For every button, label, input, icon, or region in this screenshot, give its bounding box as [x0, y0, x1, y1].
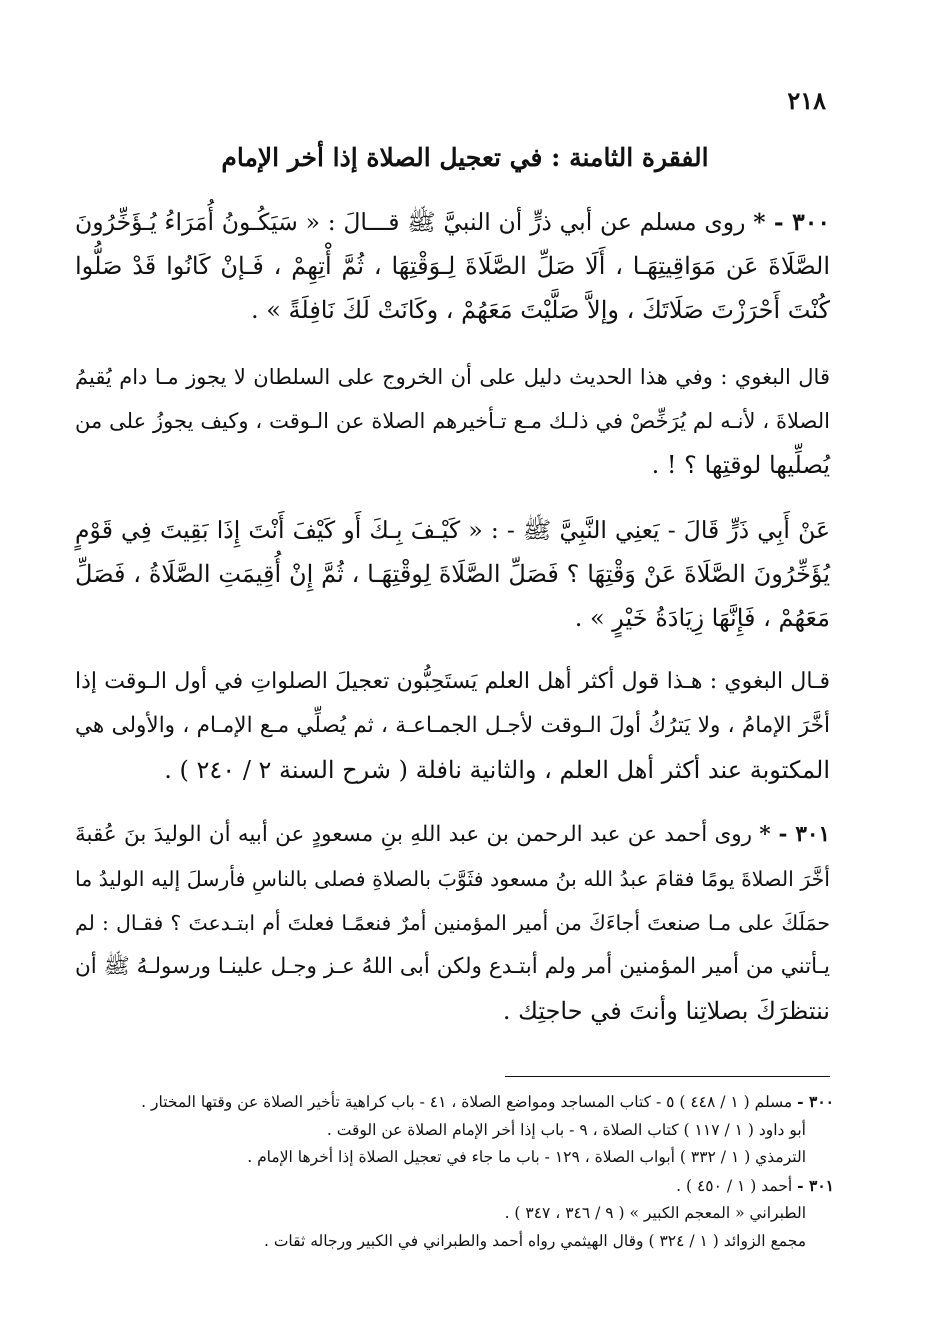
abu-dharr-hadith [75, 508, 830, 640]
footnote-300-tirmidhi: الترمذي ( ١ / ٣٣٢ ) أبواب الصلاة ، ١٢٩ - باب ما جاء في تعجيل الصلاة إذا أخرها الإمام . [247, 1148, 806, 1166]
hadith-300 [75, 200, 830, 332]
hadith-301-line-4: يـأتني من أمير المؤمنين أمر ولم أبتـدع ولكن أبى اللهُ عـز وجـل علينـا ورسولـهُ ﷺ أن [75, 954, 830, 979]
baghawi-2-line-2: أخَّرَ الإمامُ ، ولا يَترُكُ أولَ الـوقت لأجـل الجمـاعـة ، ثم يُصلِّي مـع الإمـام ، والأولى هي [75, 713, 830, 738]
hadith-301-number: ٣٠١ - * [759, 822, 831, 847]
hadith-300-line-3: كُنْتَ أَحْرَزْتَ صَلَاتَكَ ، وإلاَّ صَلَّيْتَ مَعَهُمْ ، وكَانَتْ لَكَ نَافِلَةً » . [250, 296, 830, 324]
footnote-300-muslim: ٣٠٠ - مسلم ( ١ / ٤٤٨ ) ٥ - كتاب المساجد ومواضع الصلاة ، ٤١ - باب كراهية تأخير الصلاة عن وقتها المختار . [141, 1092, 834, 1111]
hadith-301-line-5: ننتظرَكَ بصلاتِنا وأنتَ في حاجتِك . [502, 997, 830, 1025]
abu-dharr-line-2: يُؤَخِّرُونَ الصَّلَاةَ عَنْ وَقْتِهَا ؟ فَصَلِّ الصَّلَاةَ لِوقْتِهَـا ، ثُمَّ إِنْ أُقِيمَتِ الصَّلَاةُ ، فَصَلِّ [75, 560, 830, 588]
hadith-301 [75, 813, 830, 1033]
baghawi-commentary-1 [75, 355, 830, 487]
baghawi-1-line-3: يُصلِّيها لوقتِها ؟ ! . [651, 451, 830, 479]
hadith-300-number: ٣٠٠ - * [753, 208, 830, 236]
hadith-301-line-1: ٣٠١ - * روى أحمد عن عبد الرحمن بن عبد اللهِ بنِ مسعودٍ عن أبيه أن الوليدَ بنَ عُقبةَ [75, 822, 831, 847]
footnotes [74, 1088, 834, 1255]
footnote-301-majma: مجمع الزوائد ( ١ / ٣٢٤ ) وقال الهيثمي رواه أحمد والطبراني في الكبير ورجاله ثقات . [263, 1231, 806, 1250]
hadith-300-line-1: ٣٠٠ - * روى مسلم عن أبي ذرٍّ أن النبيَّ ﷺ قـــالَ : « سَيَكُـونُ أُمَرَاءُ يُـؤَخِّرُونَ [75, 208, 830, 236]
baghawi-1-line-1: قال البغوي : وفي هذا الحديث دليل على أن الخروج على السلطان لا يجوز مـا دام يُقيمُ [75, 365, 830, 389]
footnote-301-ahmad: ٣٠١ - أحمد ( ١ / ٤٥٠ ) . [676, 1175, 834, 1195]
section-heading: الفقرة الثامنة : في تعجيل الصلاة إذا أخر الإمام [221, 143, 709, 172]
footnote-301-tabarani: الطبراني « المعجم الكبير » ( ٩ / ٣٤٦ ، ٣٤٧ ) . [504, 1204, 806, 1222]
footnote-divider [505, 1076, 830, 1077]
baghawi-2-line-3: المكتوبة عند أكثر أهل العلم ، والثانية نافلة ( شرح السنة ٢ / ٢٤٠ ) . [164, 756, 830, 784]
hadith-301-line-2: أخَّرَ الصلاةَ يومًا فقامَ عبدُ الله بنُ مسعود فثَوَّبَ بالصلاةِ فصلى بالناسِ فأرسلَ إليه الوليدُ ما [75, 867, 830, 891]
footnote-300-abu-dawud: أبو داود ( ١ / ١١٧ ) كتاب الصلاة ، ٩ - باب إذا أخر الإمام الصلاة عن الوقت . [326, 1120, 806, 1139]
abu-dharr-line-3: مَعَهُمْ ، فَإِنَّهَا زِيَادَةُ خَيْرٍ » . [574, 604, 830, 632]
page-number: ٢١٨ [787, 86, 826, 115]
baghawi-1-line-2: الصلاةَ ، لأنـه لم يُرَخِّصْ في ذلـك مـع تـأخيرهم الصلاة عن الـوقت ، وكيف يجوزُ على من [75, 409, 830, 433]
baghawi-commentary-2 [75, 660, 830, 792]
hadith-301-line-3: حمَلَكَ على مـا صنعتَ أجاءَكَ من أمير المؤمنين أمرٌ فنعمًـا فعلتَ أم ابتـدعتَ ؟ فقـال : لم [75, 911, 830, 935]
baghawi-2-line-1: قـال البغوي : هـذا قول أكثر أهل العلم يَستَحِبُّون تعجيلَ الصلواتِ في أول الـوقت إذا [75, 669, 830, 694]
hadith-300-line-2: الصَّلَاةَ عَن مَوَاقِيتِهَـا ، أَلَا صَلِّ الصَّلَاةَ لِـوَقْتِهَا ، ثُمَّ أْتِهِمْ ، فَـإنْ كَانُوا قَدْ صَلُّوا [75, 252, 830, 280]
abu-dharr-line-1: عَنْ أَبِي ذَرٍّ قَالَ - يَعنِي النَّبِيَّ ﷺ - : « كَيْـفَ بِـكَ أَو كَيْفَ أَنْتَ إِذَا بَقِيتَ فِي قَوْمٍ [75, 516, 830, 544]
